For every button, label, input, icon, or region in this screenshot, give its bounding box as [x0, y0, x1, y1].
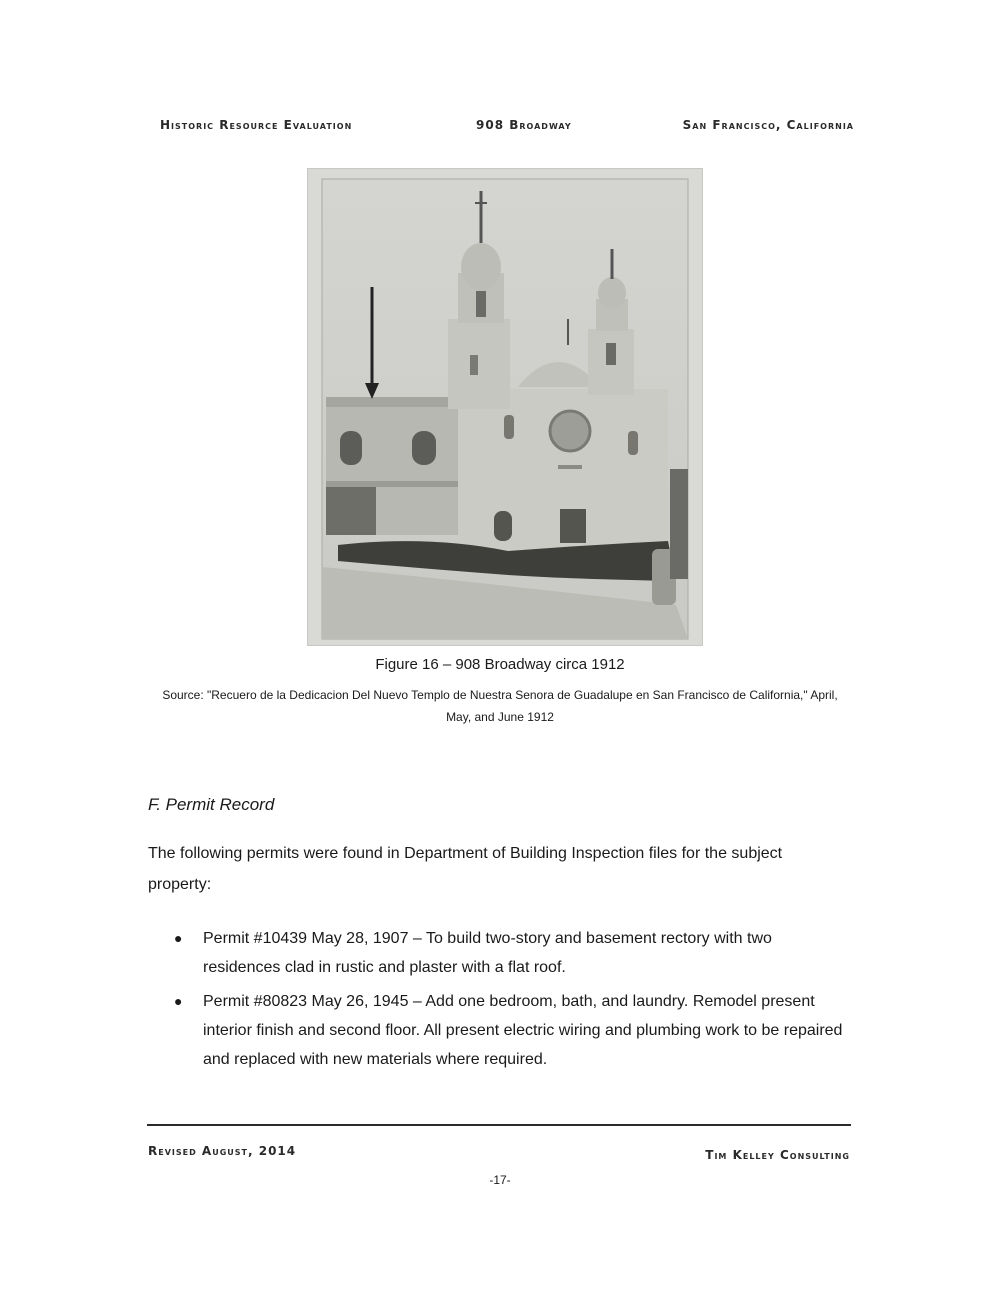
- permit-list: [168, 924, 848, 1079]
- page-number: -17-: [489, 1173, 511, 1187]
- church-photo-illustration: [308, 169, 702, 645]
- footer-right: Tim Kelley Consulting: [705, 1148, 850, 1162]
- permit-text: Permit #80823 May 26, 1945 – Add one bedroom, bath, and laundry. Remodel present interior finish and second floor. All present electric wiring and plumbing work to be repaired and replaced with new materials where required.: [203, 993, 843, 1068]
- header-center: 908 Broadway: [476, 118, 572, 132]
- permit-text: Permit #10439 May 28, 1907 – To build two-story and basement rectory with two residences clad in rustic and plaster with a flat roof.: [203, 930, 772, 976]
- section-title: F. Permit Record: [148, 795, 275, 814]
- list-item: [168, 987, 848, 1074]
- figure-source: Source: "Recuero de la Dedicacion Del Nuevo Templo de Nuestra Senora de Guadalupe en San Francisco de California," April, May, and June 1912: [162, 688, 838, 724]
- figure-caption: Figure 16 – 908 Broadway circa 1912: [375, 656, 625, 673]
- bullet-icon: ●: [174, 993, 183, 1009]
- header-left: Historic Resource Evaluation: [160, 118, 353, 132]
- header-right: San Francisco, California: [682, 118, 854, 132]
- section-intro: The following permits were found in Department of Building Inspection files for the subject property:: [148, 845, 783, 893]
- bullet-icon: ●: [174, 930, 183, 946]
- footer-left: Revised August, 2014: [148, 1144, 297, 1158]
- list-item: [168, 924, 848, 982]
- historic-photo: [307, 168, 703, 646]
- footer-divider: [147, 1124, 851, 1126]
